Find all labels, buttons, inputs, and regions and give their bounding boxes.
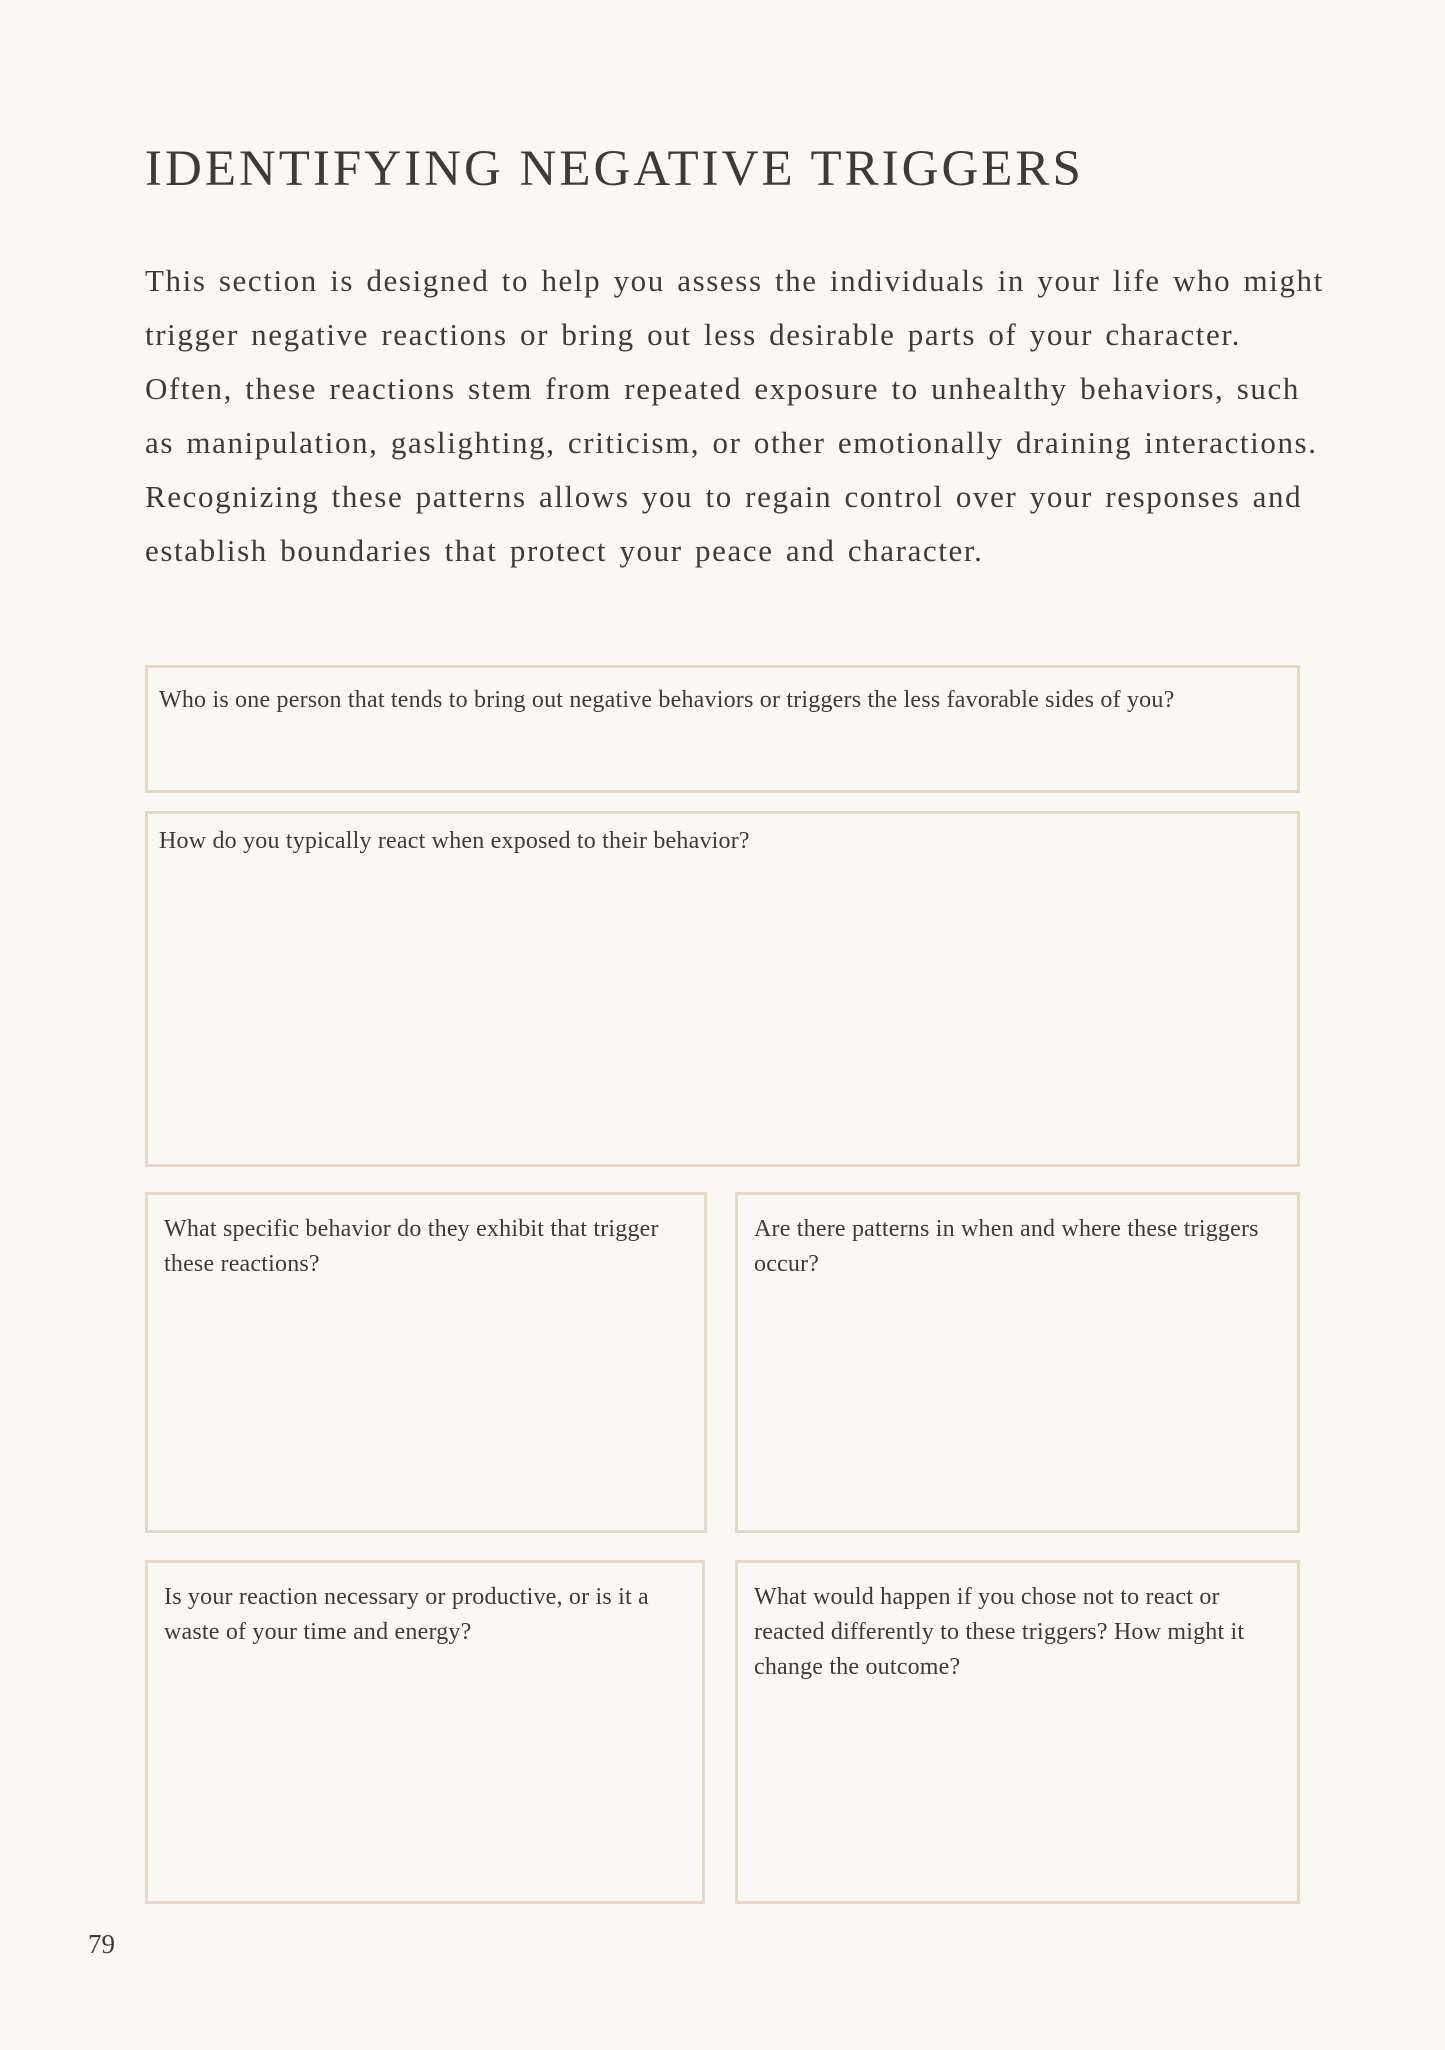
page-number: 79 (88, 1929, 115, 1959)
answer-box-patterns[interactable] (735, 1192, 1300, 1533)
answer-box-alternative[interactable] (735, 1560, 1300, 1904)
question-reaction: How do you typically react when exposed to their behavior? (159, 828, 750, 854)
question-person: Who is one person that tends to bring out negative behaviors or triggers the less favorable sides of you? (159, 687, 1175, 713)
answer-box-person[interactable] (145, 665, 1300, 793)
question-behavior: What specific behavior do they exhibit that trigger these reactions? (164, 1216, 659, 1277)
question-patterns: Are there patterns in when and where these triggers occur? (754, 1216, 1259, 1277)
question-alternative: What would happen if you chose not to react or reacted differently to these triggers? How might it change the outcome? (754, 1584, 1245, 1680)
page-title: IDENTIFYING NEGATIVE TRIGGERS (145, 141, 1084, 197)
answer-box-productive[interactable] (145, 1560, 705, 1904)
answer-box-reaction[interactable] (145, 811, 1300, 1167)
intro-paragraph: This section is designed to help you assess the individuals in your life who might trigger negative reactions or bring out less desirable parts of your character. Often, these reactions stem from repeated exposure to unhealthy behaviors, such as manipulation, gaslighting, criticism, or other emotionally draining interactions. Recognizing these patterns allows you to regain control over your responses and establish boundaries that protect your peace and character. (145, 263, 1324, 568)
question-productive: Is your reaction necessary or productive, or is it a waste of your time and energy? (164, 1584, 649, 1645)
answer-box-behavior[interactable] (145, 1192, 707, 1533)
